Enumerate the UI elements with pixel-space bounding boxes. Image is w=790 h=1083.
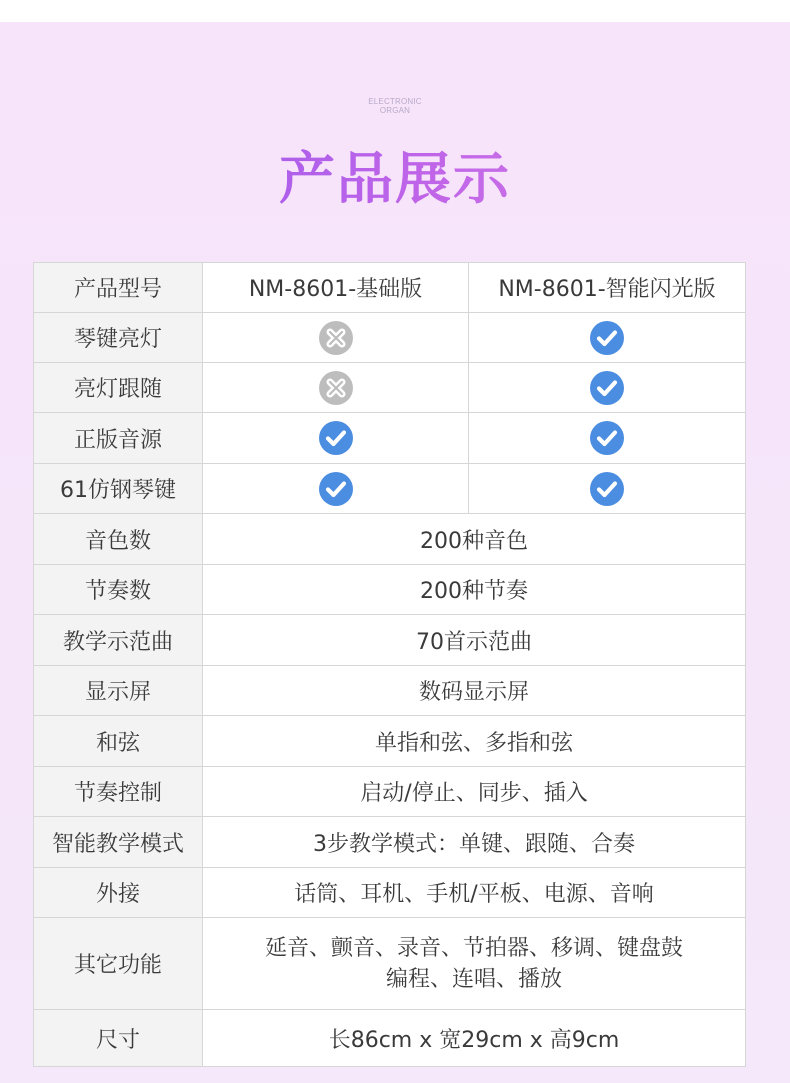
feature-basic-cell [203, 464, 469, 514]
row-label: 亮灯跟随 [34, 363, 203, 413]
row-label: 正版音源 [34, 413, 203, 464]
spec-table [33, 262, 746, 1067]
table-row-feature [34, 413, 746, 464]
row-value: 单指和弦、多指和弦 [203, 716, 746, 767]
page-background [0, 22, 790, 1083]
table-row-spec [34, 817, 746, 868]
table-row-spec [34, 716, 746, 767]
row-label: 智能教学模式 [34, 817, 203, 868]
row-label: 音色数 [34, 514, 203, 565]
row-value: 话筒、耳机、手机/平板、电源、音响 [203, 868, 746, 918]
row-label: 和弦 [34, 716, 203, 767]
feature-basic-cell [203, 313, 469, 363]
table-row-spec [34, 565, 746, 615]
other-functions-line-1: 延音、颤音、录音、节拍器、移调、键盘鼓 [264, 935, 683, 961]
row-value: 数码显示屏 [203, 666, 746, 716]
row-value: 200种节奏 [203, 565, 746, 615]
table-row-spec [34, 767, 746, 817]
row-value: 启动/停止、同步、插入 [203, 767, 746, 817]
table-row-feature [34, 464, 746, 514]
eyebrow-text [0, 97, 790, 115]
feature-basic-cell [203, 413, 469, 464]
feature-smart-cell [469, 413, 746, 464]
table-row-spec [34, 868, 746, 918]
other-functions-line-2: 编程、连唱、播放 [385, 966, 562, 992]
x-circle-icon [318, 320, 354, 356]
check-circle-icon [589, 471, 625, 507]
row-value: 200种音色 [203, 514, 746, 565]
x-circle-icon [318, 370, 354, 406]
row-label: 其它功能 [34, 918, 203, 1010]
page-title: 产品展示 [0, 140, 790, 220]
check-circle-icon [589, 320, 625, 356]
row-label: 产品型号 [34, 263, 203, 313]
feature-basic-cell [203, 363, 469, 413]
eyebrow-line-1: ELECTRONIC [368, 97, 422, 106]
check-circle-icon [589, 420, 625, 456]
row-label: 教学示范曲 [34, 615, 203, 666]
row-label: 外接 [34, 868, 203, 918]
table-row-size [34, 1010, 746, 1067]
table-row-spec [34, 666, 746, 716]
row-label: 61仿钢琴键 [34, 464, 203, 514]
eyebrow-line-2: ORGAN [379, 106, 411, 115]
check-circle-icon [318, 420, 354, 456]
row-label: 节奏控制 [34, 767, 203, 817]
table-row-model [34, 263, 746, 313]
model-basic-cell: NM-8601-基础版 [203, 263, 469, 313]
check-circle-icon [589, 370, 625, 406]
row-label: 节奏数 [34, 565, 203, 615]
row-value: 3步教学模式：单键、跟随、合奏 [203, 817, 746, 868]
row-value: 长86cm x 宽29cm x 高9cm [203, 1010, 746, 1067]
feature-smart-cell [469, 313, 746, 363]
row-label: 尺寸 [34, 1010, 203, 1067]
row-label: 显示屏 [34, 666, 203, 716]
table-row-feature [34, 313, 746, 363]
feature-smart-cell [469, 464, 746, 514]
feature-smart-cell [469, 363, 746, 413]
table-row-spec [34, 514, 746, 565]
row-value: 70首示范曲 [203, 615, 746, 666]
table-row-spec [34, 615, 746, 666]
table-row-other-functions [34, 918, 746, 1010]
check-circle-icon [318, 471, 354, 507]
model-smart-cell: NM-8601-智能闪光版 [469, 263, 746, 313]
row-label: 琴键亮灯 [34, 313, 203, 363]
table-row-feature [34, 363, 746, 413]
row-value [203, 918, 746, 1010]
